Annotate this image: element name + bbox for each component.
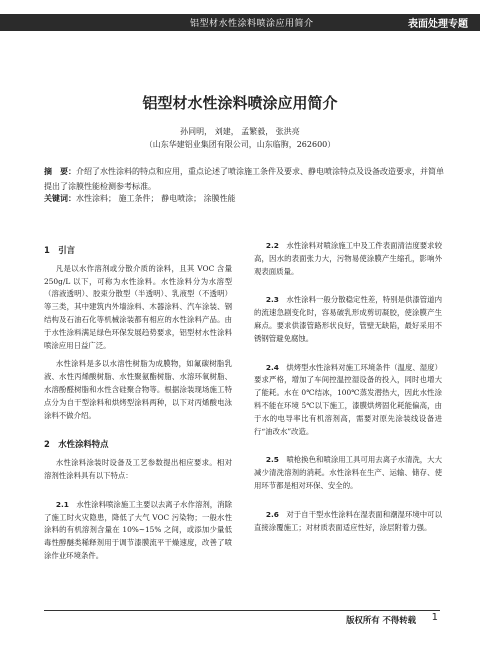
subsection-text: 喷枪换色和喷涂用工具可用去离子水清洗，大大减少清洗溶剂的消耗。水性涂料在生产、运输、储存、使用环节都是相对环保、安全的。 (254, 455, 442, 490)
subsection-text: 对于自干型水性涂料在湿表面和潮湿环境中可以直接涂覆施工；对材质表面适应性好，涂层附着力强。 (254, 509, 442, 532)
abstract-text: 介绍了水性涂料的特点和应用，重点论述了喷涂施工条件及要求、静电喷涂特点及设备改造要求，并简单提出了涂膜性能检测参考标准。 (44, 167, 444, 191)
paragraph: 凡是以水作溶剂或分散介质的涂料，且其 VOC 含量 250g/L 以下，可称为水性涂料。水性涂料分为水溶型（溶液透明）、胶束分散型（半透明）、乳液型（不透明）等三类，其中建筑内外墙涂料、木器涂料、汽车涂装、钢结构及石油石化等机械涂装都有相应的水性涂料产品。由于水性涂料满足绿色环保发展趋势要求，铝型材水性涂料喷涂应用日益广泛。 (44, 263, 232, 350)
article-affiliation: （山东华建铝业集团有限公司，山东临朐，262600） (144, 140, 336, 149)
running-header-section: 表面处理专题 (408, 19, 468, 30)
abstract (44, 164, 444, 194)
subsection-number: 2.2 (265, 241, 279, 250)
subsection-2-3 (254, 294, 442, 345)
subsection-number: 2.4 (265, 362, 279, 372)
subsection-2-2 (254, 240, 442, 278)
subsection-2-6 (254, 509, 442, 535)
subsection-text: 水性涂料一般分散稳定性差，特别是供漆管道内的流速急剧变化时，容易破乳形成剪切凝胶，使涂膜产生麻点。要求供漆管路形状良好，管壁无缺陷，最好采用不锈钢管避免腐蚀。 (254, 295, 442, 343)
article-title: 铝型材水性涂料喷涂应用简介 (142, 94, 338, 112)
subsection-text: 烘烤型水性涂料对施工环境条件（温度、湿度）要求严格，增加了车间控温控湿设备的投入，同时也增大了能耗。水在 0℃结冰，100℃蒸发潜热大，因此水性涂料不能在环境 5℃以下施工，漆膜烘烤固化耗能偏高，由于水的电导率比有机溶剂高，需要对原先涂装线设备进行“油改水”改造。 (254, 362, 442, 436)
left-column (44, 244, 232, 569)
paragraph: 水性涂料是多以水溶性树脂为成膜物，如氟碳树脂乳液、水性丙烯酸树脂、水性聚氨酯树脂、水溶环氧树脂、水溶酚醛树脂和水性含硅聚合物等。根据涂装现场施工特点分为自干型涂料和烘烤型涂料两种，以下对丙烯酸电泳涂料不做介绍。 (44, 359, 232, 420)
subsection-2-1 (44, 499, 232, 563)
page-number: 1 (431, 612, 438, 623)
keywords-label: 关键词： (44, 194, 76, 203)
abstract-label: 摘 要： (44, 167, 76, 176)
right-column (254, 240, 442, 540)
subsection-2-4 (254, 362, 442, 439)
subsection-number: 2.5 (265, 455, 279, 465)
footer-rule (44, 610, 440, 611)
section-heading-introduction: 1 引言 (44, 245, 75, 255)
subsection-number: 2.3 (265, 295, 279, 305)
running-header (0, 14, 480, 31)
article-authors: 孙同明， 刘建， 孟繁毅， 张洪亮 (180, 127, 300, 136)
subsection-2-5 (254, 454, 442, 492)
subsection-text: 水性涂料喷涂施工主要以去离子水作溶剂，消除了施工时火灾隐患，降低了大气 VOC 污染物；一般水性涂料的有机溶剂含量在 10%~15% 之间，或添加少量低毒性醇醚类稀释剂用于调节漆膜流平干燥速度，改善了喷涂作业环境条件。 (44, 499, 232, 560)
paragraph: 水性涂料涂装时设备及工艺参数提出相应要求。相对溶剂性涂料具有以下特点： (44, 458, 232, 480)
keywords-text: 水性涂料； 施工条件； 静电喷涂； 涂膜性能 (76, 194, 236, 203)
copyright-notice: 版权所有 不得转载 (346, 615, 416, 625)
subsection-text: 水性涂料对喷涂施工中及工件表面清洁度要求较高，因水的表面张力大，污物易使涂膜产生缩孔，影响外观表面质量。 (254, 241, 442, 276)
keywords (44, 193, 444, 204)
subsection-number: 2.1 (55, 499, 69, 509)
running-header-title: 铝型材水性涂料喷涂应用简介 (190, 19, 314, 29)
section-heading-features: 2 水性涂料特点 (44, 439, 109, 450)
subsection-number: 2.6 (265, 509, 279, 519)
